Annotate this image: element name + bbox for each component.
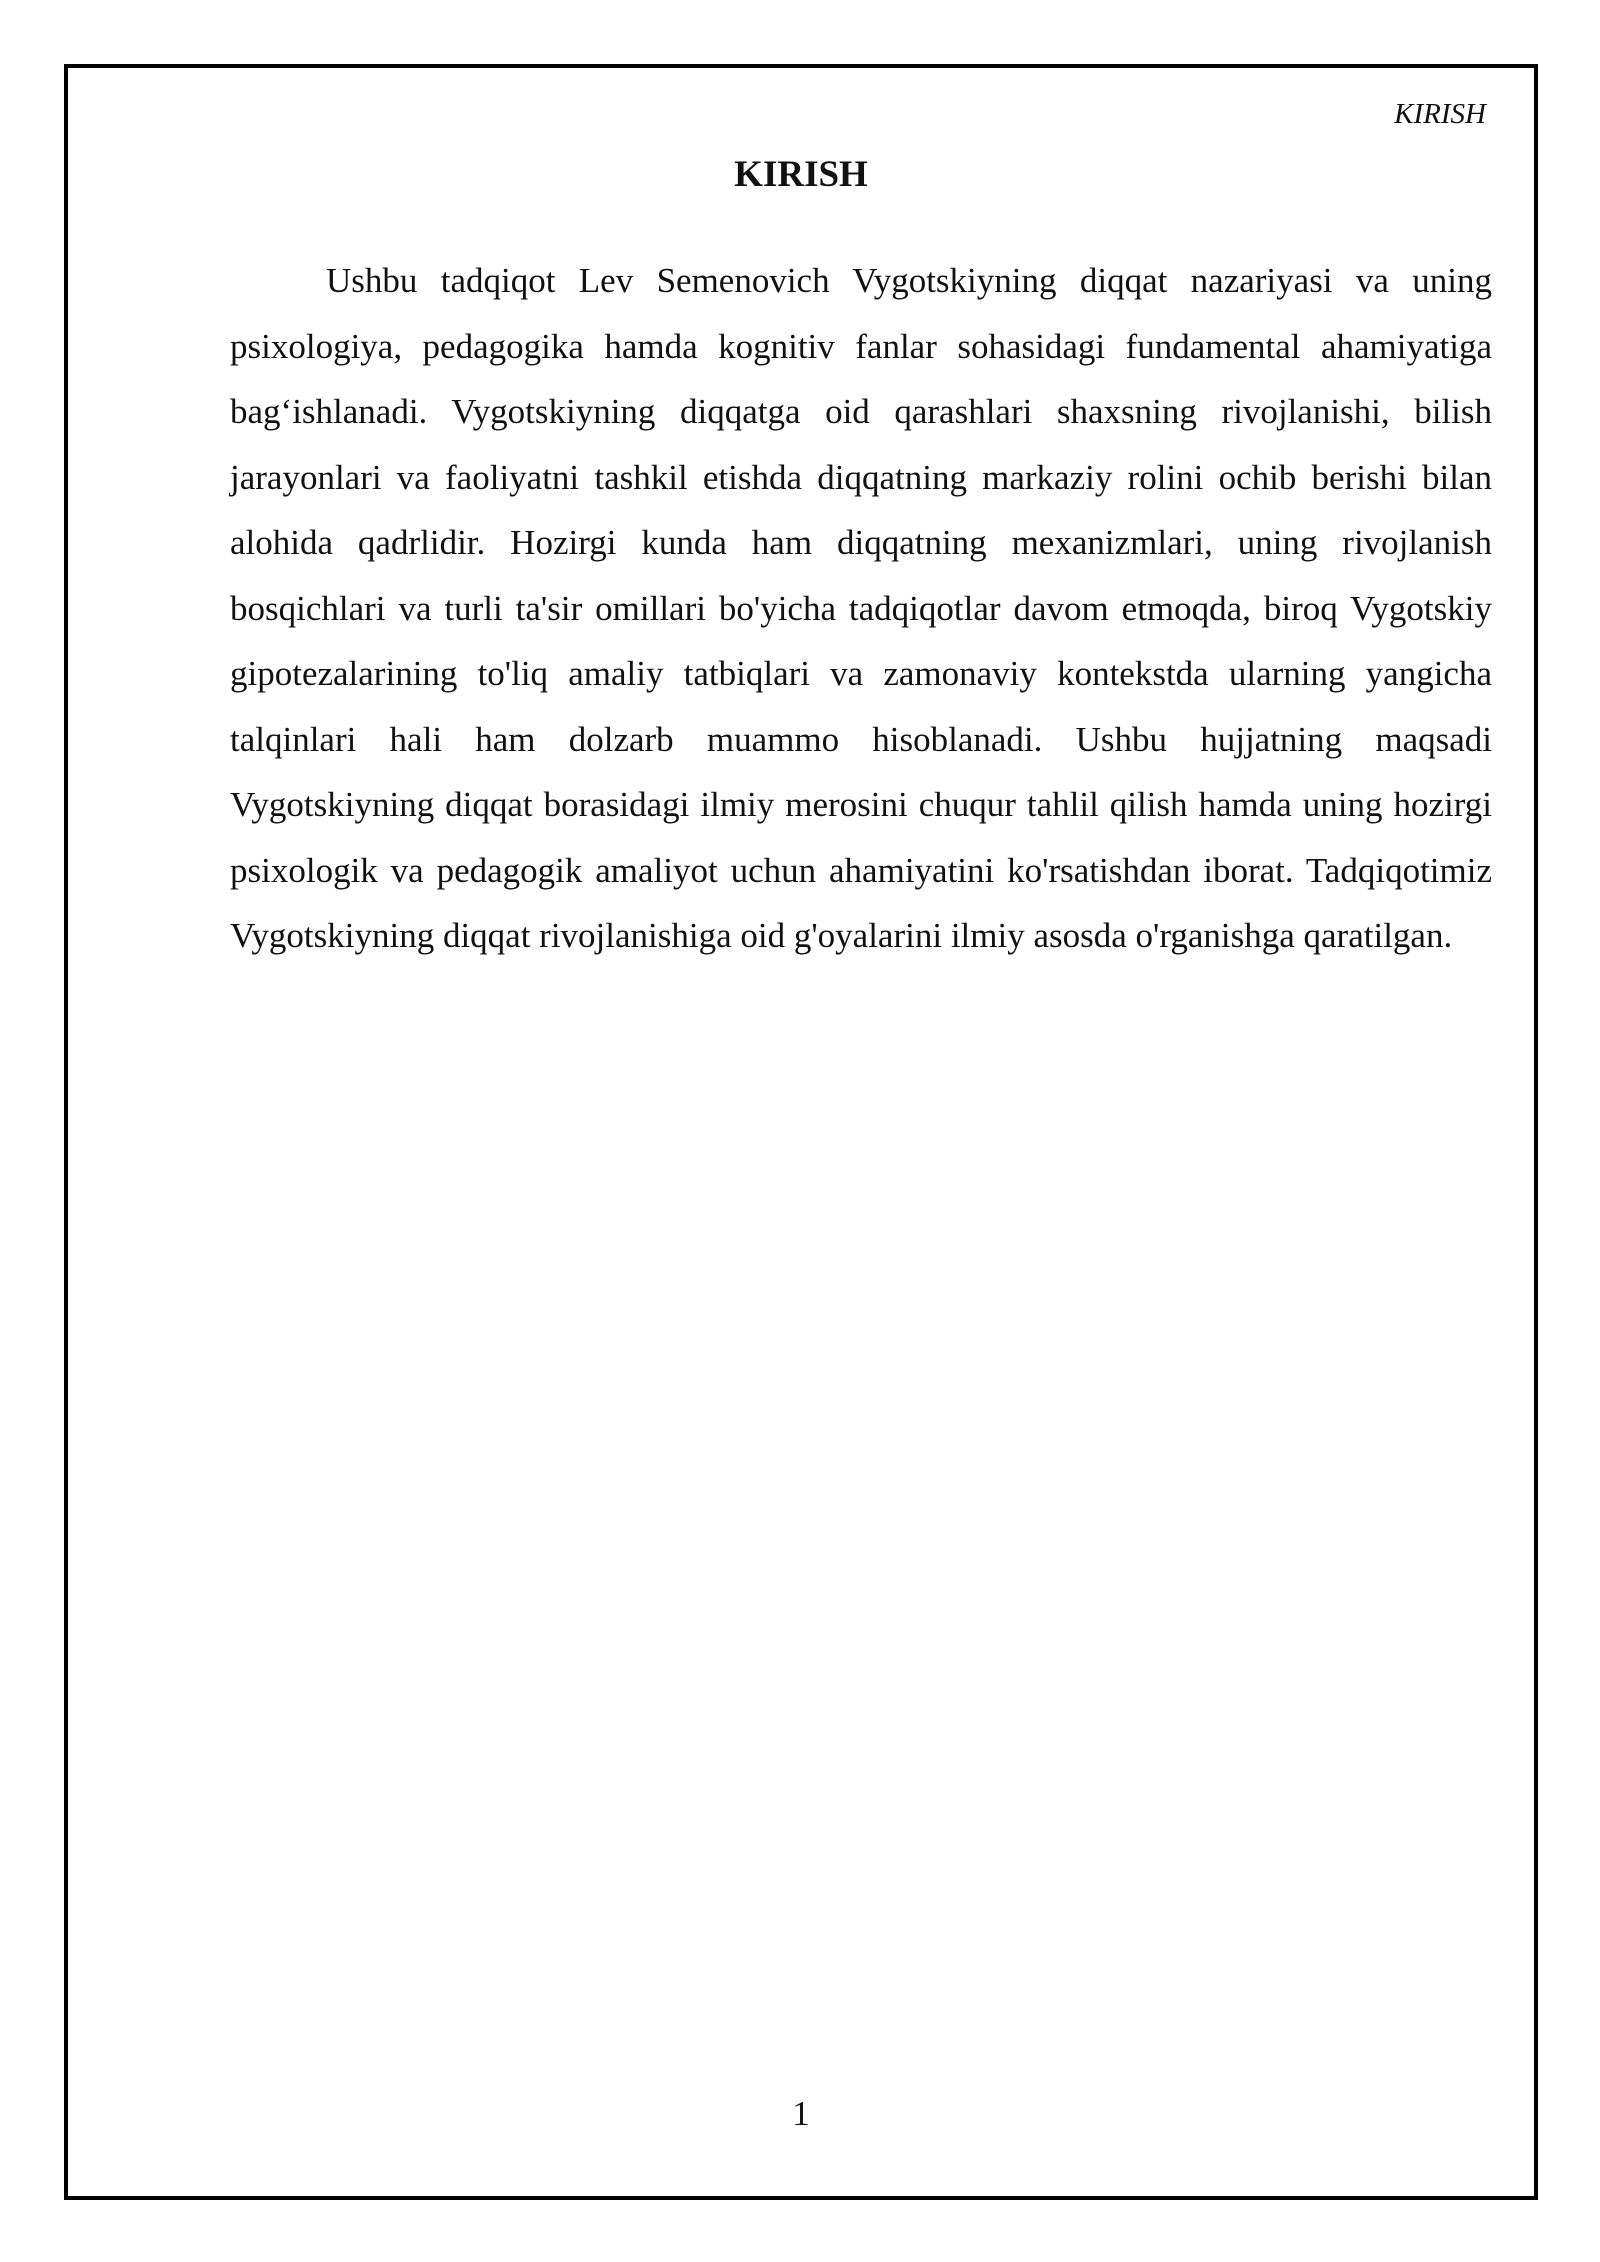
page-number: 1 bbox=[792, 2094, 810, 2133]
page-frame bbox=[64, 64, 1538, 2200]
body-paragraph: Ushbu tadqiqot Lev Semenovich Vygotskiyning diqqat nazariyasi va uning psixologiya, pedagogika hamda kognitiv fanlar sohasidagi fundamental ahamiyatiga bag‘ishlanadi. Vygotskiyning diqqatga oid qarashlari shaxsning rivojlanishi, bilish jarayonlari va faoliyatni tashkil etishda diqqatning markaziy rolini ochib berishi bilan alohida qadrlidir. Hozirgi kunda ham diqqatning mexanizmlari, uning rivojlanish bosqichlari va turli ta'sir omillari bo'yicha tadqiqotlar davom etmoqda, biroq Vygotskiy gipotezalarining to'liq amaliy tatbiqlari va zamonaviy kontekstda ularning yangicha talqinlari hali ham dolzarb muammo hisoblanadi. Ushbu hujjatning maqsadi Vygotskiyning diqqat borasidagi ilmiy merosini chuqur tahlil qilish hamda uning hozirgi psixologik va pedagogik amaliyot uchun ahamiyatini ko'rsatishdan iborat. Tadqiqotimiz Vygotskiyning diqqat rivojlanishiga oid g'oyalarini ilmiy asosda o'rganishga qaratilgan. bbox=[230, 261, 1492, 955]
page-title: KIRISH bbox=[734, 154, 868, 195]
running-header: KIRISH bbox=[1394, 98, 1486, 130]
